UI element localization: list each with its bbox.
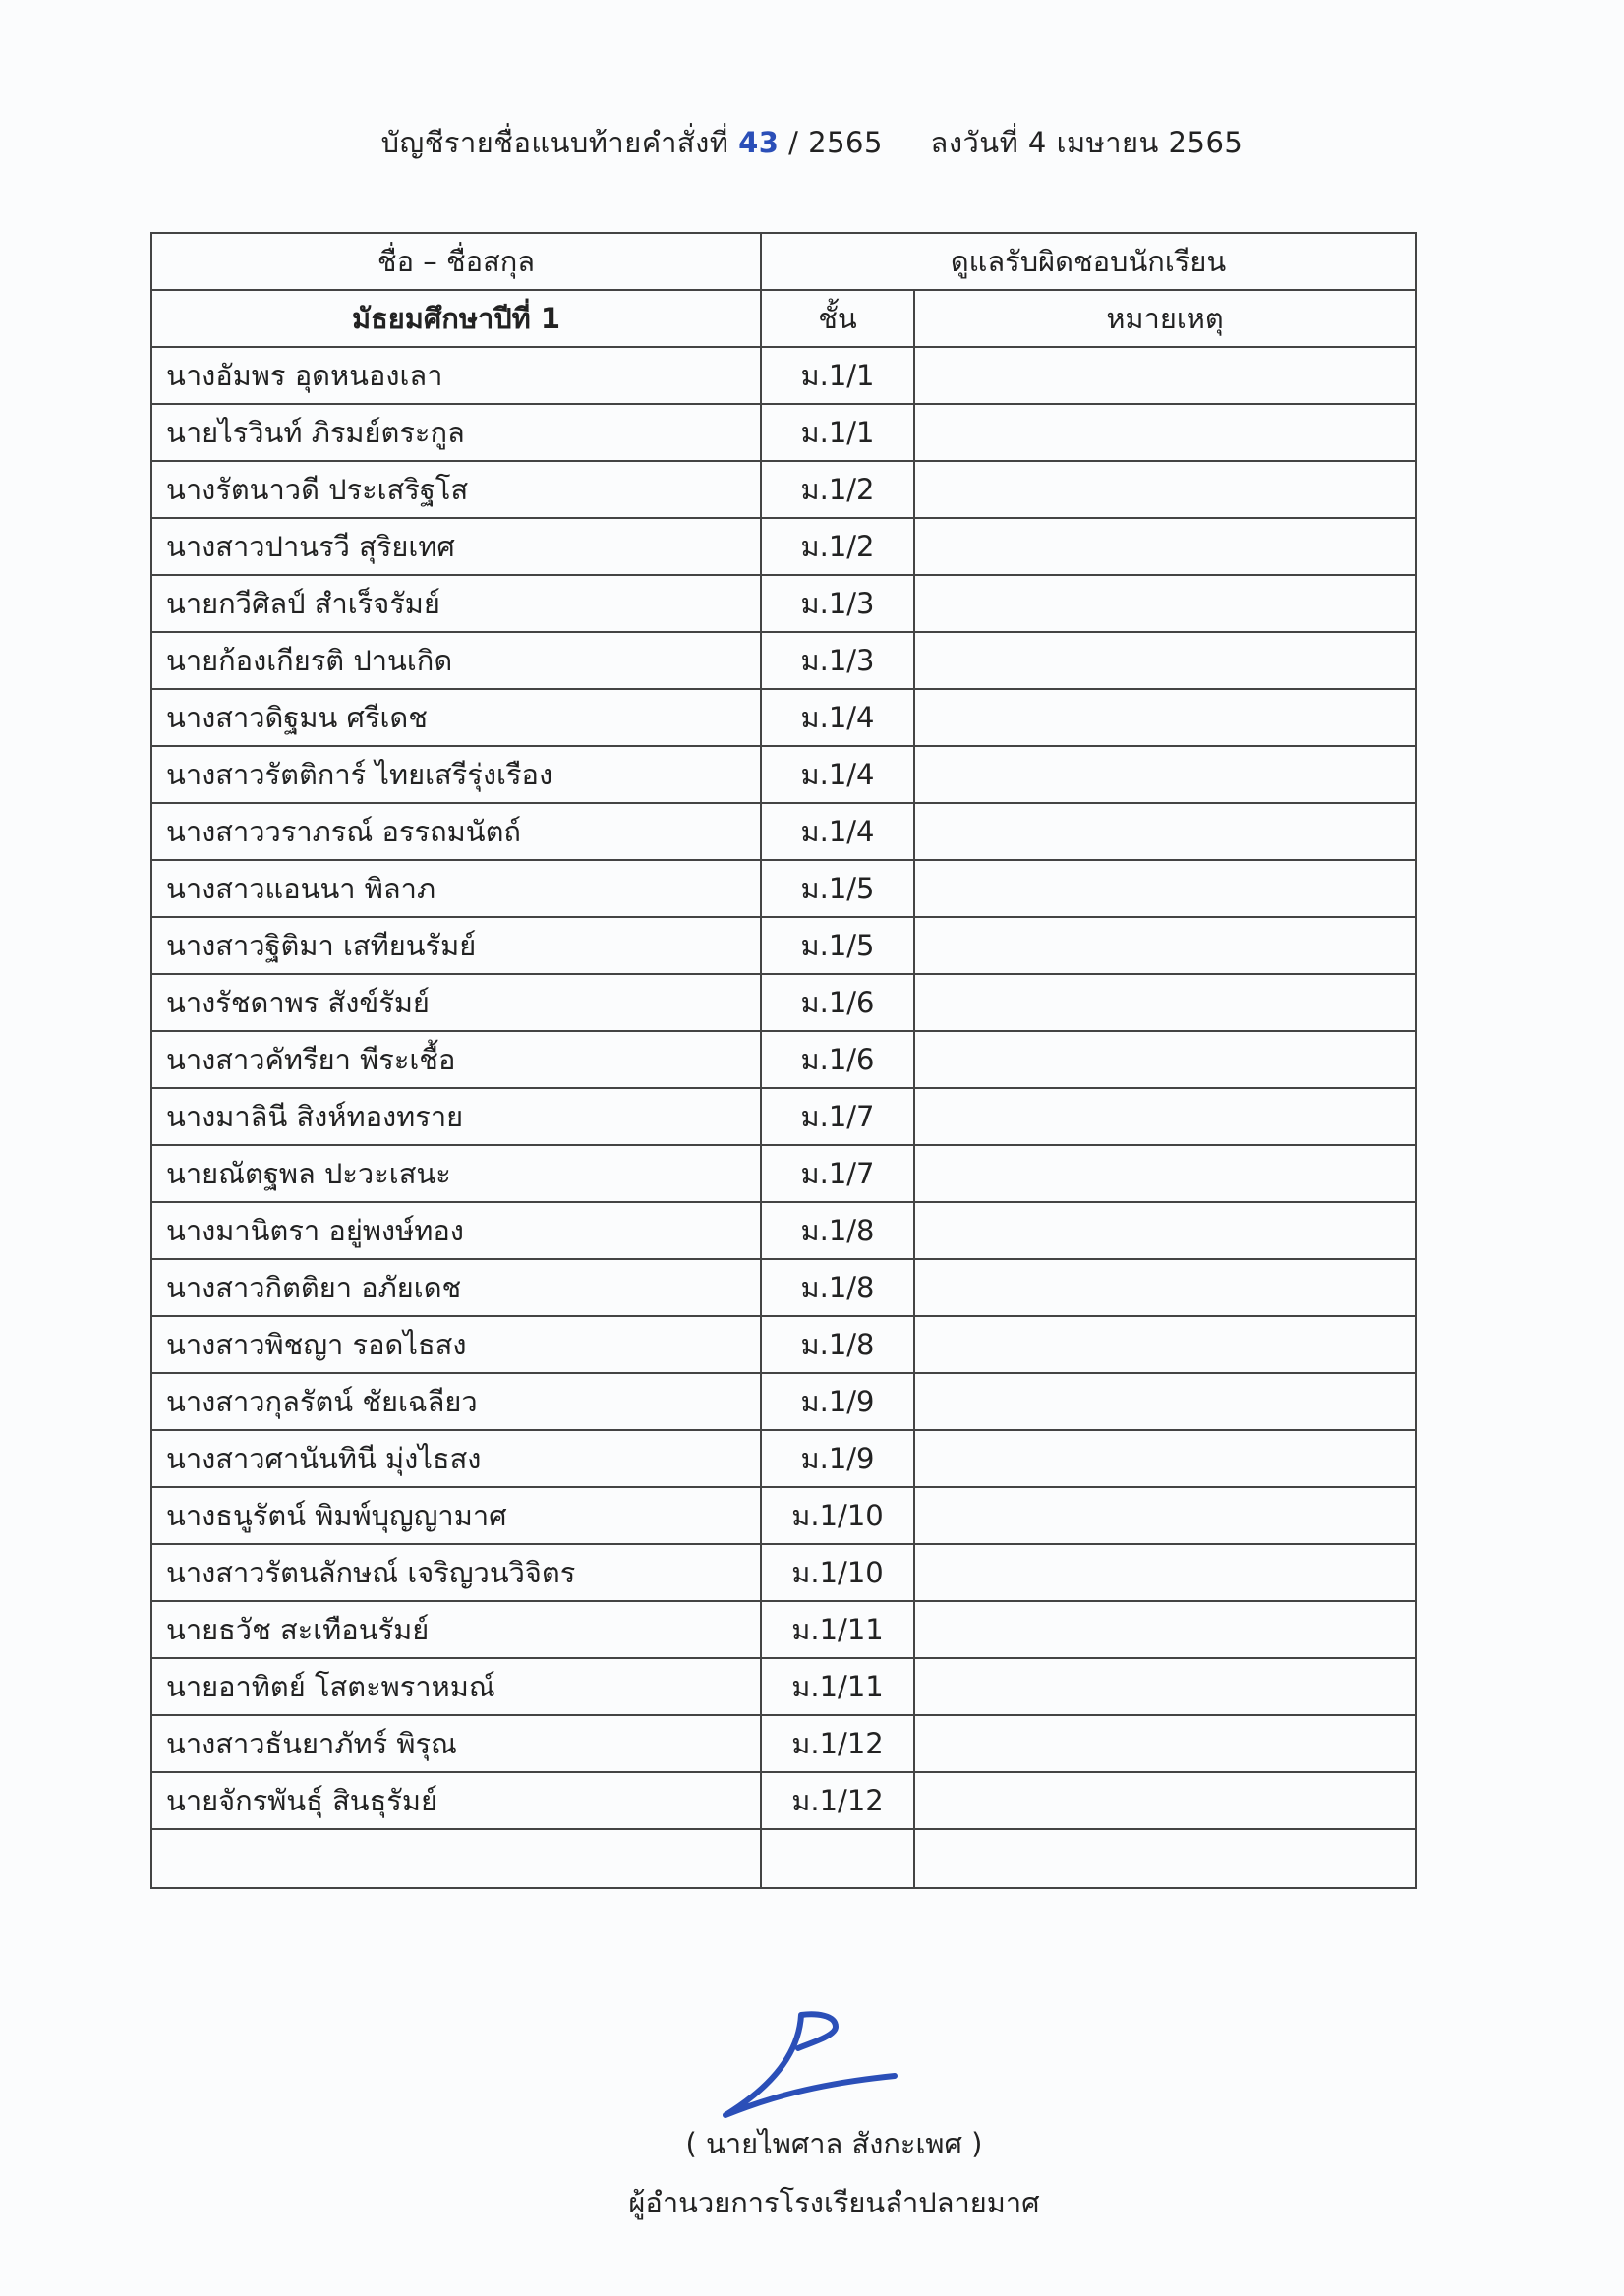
table-row	[151, 404, 1416, 461]
teacher-name: นางสาวรัตติการ์ ไทยเสรีรุ่งเรือง	[151, 746, 761, 803]
class-cell: ม.1/4	[761, 746, 914, 803]
blank-cell	[151, 1829, 761, 1888]
blank-cell	[761, 1829, 914, 1888]
teacher-name: นางสาวแอนนา พิลาภ	[151, 860, 761, 917]
teacher-name: นางสาวฐิติมา เสทียนรัมย์	[151, 917, 761, 974]
note-cell	[914, 1373, 1416, 1430]
note-cell	[914, 1430, 1416, 1487]
subheader-row	[151, 290, 1416, 347]
note-cell	[914, 803, 1416, 860]
teacher-name: นางสาวศานันทินี มุ่งไธสง	[151, 1430, 761, 1487]
note-cell	[914, 461, 1416, 518]
note-cell	[914, 1772, 1416, 1829]
table-row	[151, 347, 1416, 404]
header-class: ชั้น	[761, 290, 914, 347]
teacher-name: นางสาวธันยาภัทร์ พิรุณ	[151, 1715, 761, 1772]
note-cell	[914, 860, 1416, 917]
teacher-name: นางสาวดิฐมน ศรีเดช	[151, 689, 761, 746]
class-cell: ม.1/12	[761, 1772, 914, 1829]
teacher-name: นายไรวินท์ ภิรมย์ตระกูล	[151, 404, 761, 461]
teacher-name: นางมาลินี สิงห์ทองทราย	[151, 1088, 761, 1145]
note-cell	[914, 1544, 1416, 1601]
class-cell: ม.1/10	[761, 1487, 914, 1544]
class-cell: ม.1/9	[761, 1373, 914, 1430]
table-row	[151, 1259, 1416, 1316]
note-cell	[914, 1601, 1416, 1658]
table-row	[151, 1487, 1416, 1544]
teacher-name: นางสาวกุลรัตน์ ชัยเฉลียว	[151, 1373, 761, 1430]
class-cell: ม.1/11	[761, 1601, 914, 1658]
teacher-name: นางสาวพิชญา รอดไธสง	[151, 1316, 761, 1373]
header-name: ชื่อ – ชื่อสกุล	[151, 233, 761, 290]
order-date: ลงวันที่ 4 เมษายน 2565	[930, 126, 1244, 159]
note-cell	[914, 575, 1416, 632]
class-cell: ม.1/11	[761, 1658, 914, 1715]
table-row	[151, 1373, 1416, 1430]
assignment-table	[150, 232, 1417, 1889]
teacher-name: นางธนูรัตน์ พิมพ์บุญญามาศ	[151, 1487, 761, 1544]
table-row	[151, 1772, 1416, 1829]
table-row	[151, 1145, 1416, 1202]
teacher-name: นางมานิตรา อยู่พงษ์ทอง	[151, 1202, 761, 1259]
class-cell: ม.1/1	[761, 347, 914, 404]
blank-row	[151, 1829, 1416, 1888]
table-body	[151, 233, 1416, 1888]
class-cell: ม.1/1	[761, 404, 914, 461]
note-cell	[914, 1715, 1416, 1772]
note-cell	[914, 1031, 1416, 1088]
table-row	[151, 917, 1416, 974]
class-cell: ม.1/5	[761, 860, 914, 917]
level-label: มัธยมศึกษาปีที่ 1	[151, 290, 761, 347]
class-cell: ม.1/8	[761, 1202, 914, 1259]
signature-mark	[708, 2005, 904, 2123]
signatory-position: ผู้อำนวยการโรงเรียนลำปลายมาศ	[628, 2186, 1040, 2219]
note-cell	[914, 518, 1416, 575]
teacher-name: นายณัตฐพล ปะวะเสนะ	[151, 1145, 761, 1202]
teacher-name: นายธวัช สะเทือนรัมย์	[151, 1601, 761, 1658]
note-cell	[914, 1145, 1416, 1202]
teacher-name: นางอัมพร อุดหนองเลา	[151, 347, 761, 404]
class-cell: ม.1/2	[761, 518, 914, 575]
note-cell	[914, 1487, 1416, 1544]
table-row	[151, 1316, 1416, 1373]
table-row	[151, 575, 1416, 632]
note-cell	[914, 1202, 1416, 1259]
note-cell	[914, 1088, 1416, 1145]
class-cell: ม.1/2	[761, 461, 914, 518]
header-responsibility: ดูแลรับผิดชอบนักเรียน	[761, 233, 1416, 290]
note-cell	[914, 689, 1416, 746]
note-cell	[914, 974, 1416, 1031]
table-row	[151, 974, 1416, 1031]
class-cell: ม.1/7	[761, 1145, 914, 1202]
class-cell: ม.1/9	[761, 1430, 914, 1487]
class-cell: ม.1/6	[761, 974, 914, 1031]
note-cell	[914, 1316, 1416, 1373]
header-row	[151, 233, 1416, 290]
note-cell	[914, 404, 1416, 461]
class-cell: ม.1/4	[761, 689, 914, 746]
teacher-name: นายก้องเกียรติ ปานเกิด	[151, 632, 761, 689]
class-cell: ม.1/12	[761, 1715, 914, 1772]
header-note: หมายเหตุ	[914, 290, 1416, 347]
teacher-name: นางสาววราภรณ์ อรรถมนัตถ์	[151, 803, 761, 860]
blank-cell	[914, 1829, 1416, 1888]
table-row	[151, 518, 1416, 575]
table-row	[151, 461, 1416, 518]
class-cell: ม.1/6	[761, 1031, 914, 1088]
table-row	[151, 1715, 1416, 1772]
class-cell: ม.1/4	[761, 803, 914, 860]
order-number: 43	[738, 126, 780, 159]
note-cell	[914, 347, 1416, 404]
class-cell: ม.1/3	[761, 575, 914, 632]
table-row	[151, 1202, 1416, 1259]
table-row	[151, 1031, 1416, 1088]
table-row	[151, 689, 1416, 746]
table-row	[151, 1430, 1416, 1487]
note-cell	[914, 1658, 1416, 1715]
table-row	[151, 803, 1416, 860]
document-title	[0, 120, 1624, 165]
teacher-name: นางสาวกิตติยา อภัยเดช	[151, 1259, 761, 1316]
class-cell: ม.1/10	[761, 1544, 914, 1601]
table-row	[151, 860, 1416, 917]
signatory-name: ( นายไพศาล สังกะเพศ )	[685, 2127, 983, 2160]
note-cell	[914, 1259, 1416, 1316]
title-prefix: บัญชีรายชื่อแนบท้ายคำสั่งที่	[380, 126, 729, 159]
class-cell: ม.1/8	[761, 1316, 914, 1373]
note-cell	[914, 917, 1416, 974]
table-row	[151, 1544, 1416, 1601]
teacher-name: นางสาวปานรวี สุริยเทศ	[151, 518, 761, 575]
class-cell: ม.1/5	[761, 917, 914, 974]
teacher-name: นางสาวคัทรียา พีระเชื้อ	[151, 1031, 761, 1088]
note-cell	[914, 632, 1416, 689]
table-row	[151, 1658, 1416, 1715]
teacher-name: นางรัตนาวดี ประเสริฐโส	[151, 461, 761, 518]
note-cell	[914, 746, 1416, 803]
table-row	[151, 1601, 1416, 1658]
table-row	[151, 1088, 1416, 1145]
teacher-name: นายอาทิตย์ โสตะพราหมณ์	[151, 1658, 761, 1715]
teacher-name: นางรัชดาพร สังข์รัมย์	[151, 974, 761, 1031]
order-year: / 2565	[788, 126, 883, 159]
table-row	[151, 632, 1416, 689]
teacher-name: นางสาวรัตนลักษณ์ เจริญวนวิจิตร	[151, 1544, 761, 1601]
teacher-name: นายจักรพันธุ์ สินธุรัมย์	[151, 1772, 761, 1829]
class-cell: ม.1/8	[761, 1259, 914, 1316]
class-cell: ม.1/7	[761, 1088, 914, 1145]
class-cell: ม.1/3	[761, 632, 914, 689]
teacher-name: นายกวีศิลป์ สำเร็จรัมย์	[151, 575, 761, 632]
table-row	[151, 746, 1416, 803]
